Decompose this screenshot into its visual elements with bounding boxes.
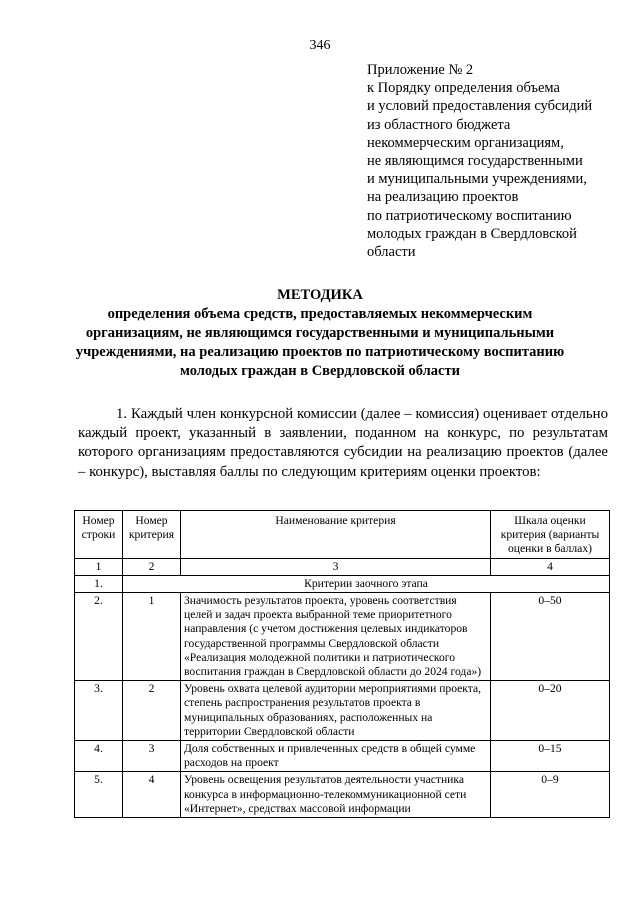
appendix-line: молодых граждан в Свердловской (367, 225, 577, 242)
appendix-line: некоммерческим организациям, (367, 134, 564, 151)
column-number: 4 (491, 558, 610, 575)
appendix-line: к Порядку определения объема (367, 80, 560, 97)
column-number: 1 (75, 558, 123, 575)
header-criterion-name: Наименование критерия (181, 511, 491, 559)
appendix-line: на реализацию проектов (367, 189, 519, 206)
criterion-name: Доля собственных и привлеченных средств в общей сумме расходов на проект (181, 741, 491, 772)
criterion-name: Уровень освещения результатов деятельности участника конкурса в информационно-телекоммуникационной сети «Интернет», средствах массовой информации (181, 772, 491, 818)
row-number: 4. (75, 741, 123, 772)
document-title (60, 286, 580, 381)
row-number: 3. (75, 681, 123, 741)
appendix-line: по патриотическому воспитанию (367, 207, 572, 224)
criteria-table (74, 510, 610, 818)
title-line: учреждениями, на реализацию проектов по патриотическому воспитанию (75, 344, 565, 360)
column-numbering-row (75, 558, 610, 575)
header-score-scale: Шкала оценки критерия (варианты оценки в баллах) (491, 511, 610, 559)
criterion-scale: 0–15 (491, 741, 610, 772)
table-row (75, 593, 610, 681)
title-heading: МЕТОДИКА (277, 287, 363, 303)
title-line: организациям, не являющимся государственными и муниципальными (85, 325, 555, 341)
title-line: молодых граждан в Свердловской области (180, 363, 460, 379)
appendix-line: из областного бюджета (367, 116, 511, 133)
section-row (75, 575, 610, 592)
appendix-reference (367, 61, 629, 261)
row-number: 1. (75, 575, 123, 592)
criterion-scale: 0–20 (491, 681, 610, 741)
page-number: 346 (309, 38, 331, 53)
criterion-name: Значимость результатов проекта, уровень соответствия целей и задач проекта выбранной теме приоритетного направления (с учетом достижения целевых индикаторов государственной программы Свердловской области «Реализация молодежной политики и патриотического воспитания граждан в Свердловской области до 2024 года») (181, 593, 491, 681)
criterion-scale: 0–50 (491, 593, 610, 681)
appendix-line: не являющимся государственными (367, 153, 583, 170)
header-criterion-number: Номер критерия (123, 511, 181, 559)
appendix-line: и условий предоставления субсидий (367, 98, 593, 115)
column-number: 3 (181, 558, 491, 575)
table-row (75, 772, 610, 818)
appendix-line: области (367, 244, 416, 261)
criterion-scale: 0–9 (491, 772, 610, 818)
section-label: Критерии заочного этапа (123, 575, 610, 592)
column-number: 2 (123, 558, 181, 575)
paragraph-1: 1. Каждый член конкурсной комиссии (далее – комиссия) оценивает отдельно каждый проект, указанный в заявлении, поданном на конкурс, по результатам которого организациям предоставляются субсидии на реализацию проектов (далее – конкурс), выставляя баллы по следующим критериям оценки проектов: (78, 406, 608, 480)
row-number: 2. (75, 593, 123, 681)
criterion-name: Уровень охвата целевой аудитории мероприятиями проекта, степень распространения результатов проекта в муниципальных образованиях, расположенных на территории Свердловской области (181, 681, 491, 741)
appendix-line: Приложение № 2 (367, 62, 474, 78)
header-row-number: Номер строки (75, 511, 123, 559)
appendix-line: и муниципальными учреждениями, (367, 171, 587, 188)
table-header-row (75, 511, 610, 559)
criterion-number: 4 (123, 772, 181, 818)
table-row (75, 741, 610, 772)
criterion-number: 2 (123, 681, 181, 741)
row-number: 5. (75, 772, 123, 818)
criterion-number: 1 (123, 593, 181, 681)
table-row (75, 681, 610, 741)
title-line: определения объема средств, предоставляемых некоммерческим (107, 306, 533, 322)
criterion-number: 3 (123, 741, 181, 772)
